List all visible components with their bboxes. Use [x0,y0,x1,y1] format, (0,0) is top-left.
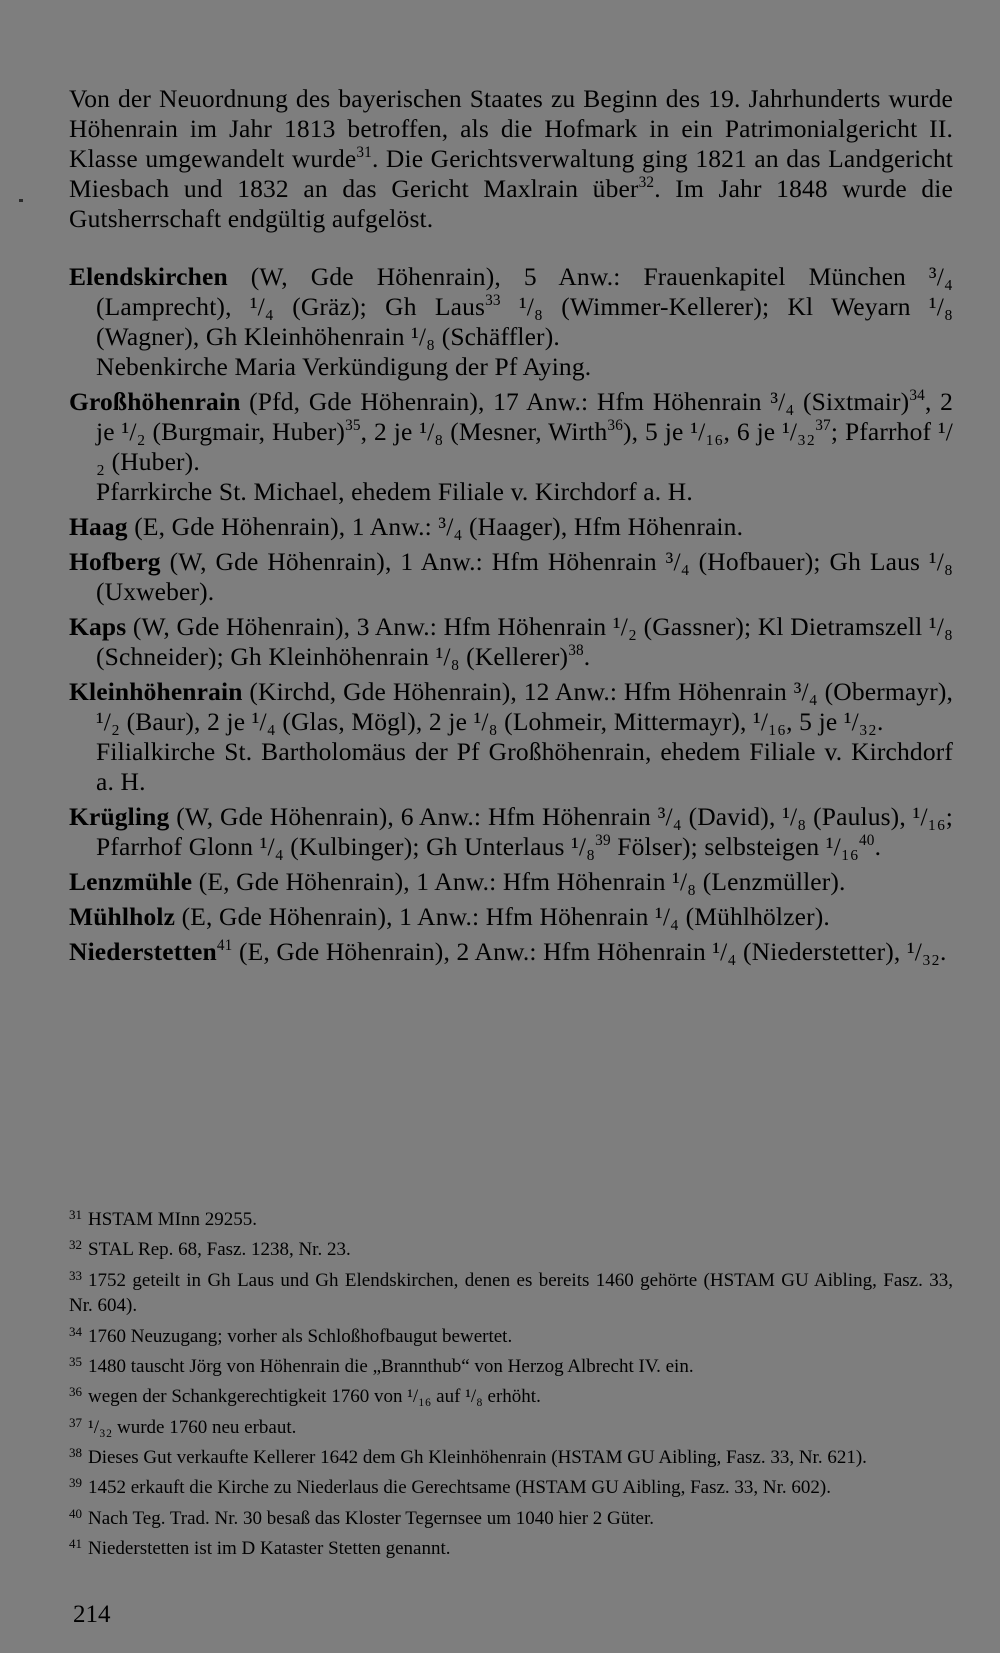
footnote-number: 38 [69,1444,82,1460]
footnote-37 [69,1410,953,1440]
footnote-text: STAL Rep. 68, Fasz. 1238, Nr. 23. [88,1239,351,1261]
footnote-number: 37 [69,1414,82,1430]
place-name: Krügling [69,802,170,831]
entry-text: Fölser); selbsteigen ¹/₁₆ [610,832,859,861]
footnote-32 [69,1232,953,1262]
entry-text: (W, Gde Höhenrain), 6 Anw.: Hfm Höhenrain ³/₄ (David), ¹/₈ (Paulus), ¹/₁₆; Pfarrhof Glonn ¹/₄ (Kulbinger); Gh Unterlaus ¹/₈ [96,802,953,861]
place-name: Niederstetten [69,937,217,966]
footnotes [69,1202,953,1561]
entry-text: ¹/₈ (Wimmer-Kellerer); Kl Weyarn ¹/₈ (Wagner), Gh Kleinhöhenrain ¹/₈ (Schäffler). [96,292,953,351]
footnote-36 [69,1379,953,1409]
footnote-ref-31[interactable]: 31 [356,144,372,162]
entry-note: Nebenkirche Maria Verkündigung der Pf Aying. [96,352,592,381]
place-name: Elendskirchen [69,262,228,291]
place-name: Kaps [69,612,127,641]
footnote-ref-34[interactable]: 34 [909,387,925,405]
entry-text: , 2 je ¹/₂ (Burgmair, Huber) [96,387,953,446]
footnote-text: 1452 erkauft die Kirche zu Niederlaus die Gerechtsame (HSTAM GU Aibling, Fasz. 33, Nr. 602). [88,1477,831,1499]
footnote-41 [69,1531,953,1561]
footnote-35 [69,1349,953,1379]
footnote-text: 1480 tauscht Jörg von Höhenrain die „Brannthub“ von Herzog Albrecht IV. ein. [88,1355,694,1377]
footnote-39 [69,1470,953,1500]
entry-note: Filialkirche St. Bartholomäus der Pf Großhöhenrain, ehedem Filiale v. Kirchdorf a. H. [96,737,953,796]
place-entries [69,262,953,967]
entry-text: (W, Gde Höhenrain), 3 Anw.: Hfm Höhenrain ¹/₂ (Gassner); Kl Dietramszell ¹/₈ (Schneider); Gh Kleinhöhenrain ¹/₈ (Kellerer) [96,612,953,671]
footnote-number: 34 [69,1323,82,1339]
entry-grosshoehenrain [69,387,953,507]
intro-text-2: . Die Gerichtsverwaltung ging 1821 an das Landgericht Miesbach und 1832 an das Gericht Maxlrain über [69,144,954,203]
entry-text: (E, Gde Höhenrain), 1 Anw.: Hfm Höhenrain ¹/₈ (Lenzmüller). [192,867,846,896]
footnote-number: 35 [69,1353,82,1369]
footnote-number: 41 [69,1535,82,1551]
entry-text: (W, Gde Höhenrain), 5 Anw.: Frauenkapitel München ³/₄ (Lamprecht), ¹/₄ (Gräz); Gh Laus [96,262,953,321]
place-name: Haag [69,512,128,541]
entry-text: (E, Gde Höhenrain), 1 Anw.: ³/₄ (Haager), Hfm Höhenrain. [127,512,744,541]
entry-text: . [874,832,882,861]
place-name: Kleinhöhenrain [69,677,243,706]
footnote-text: HSTAM MInn 29255. [88,1208,257,1230]
footnote-ref-35[interactable]: 35 [345,417,361,435]
footnote-ref-33[interactable]: 33 [485,292,501,310]
footnote-number: 39 [69,1475,82,1491]
entry-note: Pfarrkirche St. Michael, ehedem Filiale v. Kirchdorf a. H. [96,477,693,506]
footnote-ref-40[interactable]: 40 [858,832,875,850]
place-name: Lenzmühle [69,867,193,896]
footnote-ref-38[interactable]: 38 [568,642,584,660]
page-number: 214 [73,1601,111,1628]
entry-text: (Pfd, Gde Höhenrain), 17 Anw.: Hfm Höhenrain ³/₄ (Sixtmair) [240,387,910,416]
footnote-ref-41[interactable]: 41 [216,937,233,955]
footnote-ref-39[interactable]: 39 [595,832,611,850]
entry-text: (W, Gde Höhenrain), 1 Anw.: Hfm Höhenrain ³/₄ (Hofbauer); Gh Laus ¹/₈ (Uxweber). [96,547,953,606]
entry-text: (E, Gde Höhenrain), 1 Anw.: Hfm Höhenrain ¹/₄ (Mühlhölzer). [175,902,830,931]
entry-haag [69,512,953,542]
entry-elendskirchen [69,262,953,382]
footnote-text: Dieses Gut verkaufte Kellerer 1642 dem Gh Kleinhöhenrain (HSTAM GU Aibling, Fasz. 33, Nr. 621). [88,1446,867,1468]
intro-text-3: . Im Jahr 1848 wurde die Gutsherrschaft endgültig aufgelöst. [69,174,954,233]
footnote-31 [69,1202,953,1232]
footnote-number: 36 [69,1384,82,1400]
entry-hofberg [69,547,953,607]
intro-text-1: Von der Neuordnung des bayerischen Staates zu Beginn des 19. Jahrhunderts wurde Höhenrain im Jahr 1813 betroffen, als die Hofmark in ein Patrimonialgericht II. Klasse umgewandelt wurde [69,84,953,173]
entry-kruegling [69,802,953,862]
footnote-ref-37[interactable]: 37 [815,417,831,435]
footnote-text: 1752 geteilt in Gh Laus und Gh Elendskirchen, denen es bereits 1460 gehörte (HSTAM GU Aibling, Fasz. 33, Nr. 604). [69,1269,953,1317]
entry-kleinhoehenrain [69,677,953,797]
place-name: Großhöhenrain [69,387,241,416]
footnote-ref-36[interactable]: 36 [607,417,624,435]
footnote-38 [69,1440,953,1470]
footnote-34 [69,1319,953,1349]
entry-text: ; Pfarrhof ¹/₂ (Huber). [96,417,953,476]
footnote-number: 33 [69,1267,82,1283]
page-body [69,84,953,972]
footnote-33 [69,1263,953,1319]
footnote-40 [69,1501,953,1531]
footnote-text: 1760 Neuzugang; vorher als Schloßhofbaugut bewertet. [88,1325,513,1347]
footnote-number: 32 [69,1237,82,1253]
entry-text: (Kirchd, Gde Höhenrain), 12 Anw.: Hfm Höhenrain ³/₄ (Obermayr), ¹/₂ (Baur), 2 je ¹/₄ (Glas, Mögl), 2 je ¹/₈ (Lohmeir, Mittermayr), ¹/₁₆, 5 je ¹/₃₂. [96,677,953,736]
entry-text: , 2 je ¹/₈ (Mesner, Wirth [360,417,608,446]
entry-muehlholz [69,902,953,932]
place-name: Hofberg [69,547,161,576]
footnote-number: 40 [69,1505,82,1521]
footnote-text: wegen der Schankgerechtigkeit 1760 von ¹/₁₆ auf ¹/₈ erhöht. [88,1386,541,1408]
scan-speck [19,199,23,202]
footnote-ref-32[interactable]: 32 [638,174,655,192]
footnote-text: Nach Teg. Trad. Nr. 30 besaß das Kloster Tegernsee um 1040 hier 2 Güter. [88,1507,655,1529]
entry-text: (E, Gde Höhenrain), 2 Anw.: Hfm Höhenrain ¹/₄ (Niederstetter), ¹/₃₂. [232,937,947,966]
intro-paragraph [69,84,953,234]
footnote-text: ¹/₃₂ wurde 1760 neu erbaut. [88,1416,297,1438]
entry-text: ), 5 je ¹/₁₆, 6 je ¹/₃₂ [623,417,816,446]
place-name: Mühlholz [69,902,176,931]
entry-niederstetten [69,937,953,967]
footnote-number: 31 [69,1207,82,1222]
entry-text: . [583,642,591,671]
entry-kaps [69,612,953,672]
footnote-text: Niederstetten ist im D Kataster Stetten genannt. [88,1537,451,1559]
entry-lenzmuehle [69,867,953,897]
